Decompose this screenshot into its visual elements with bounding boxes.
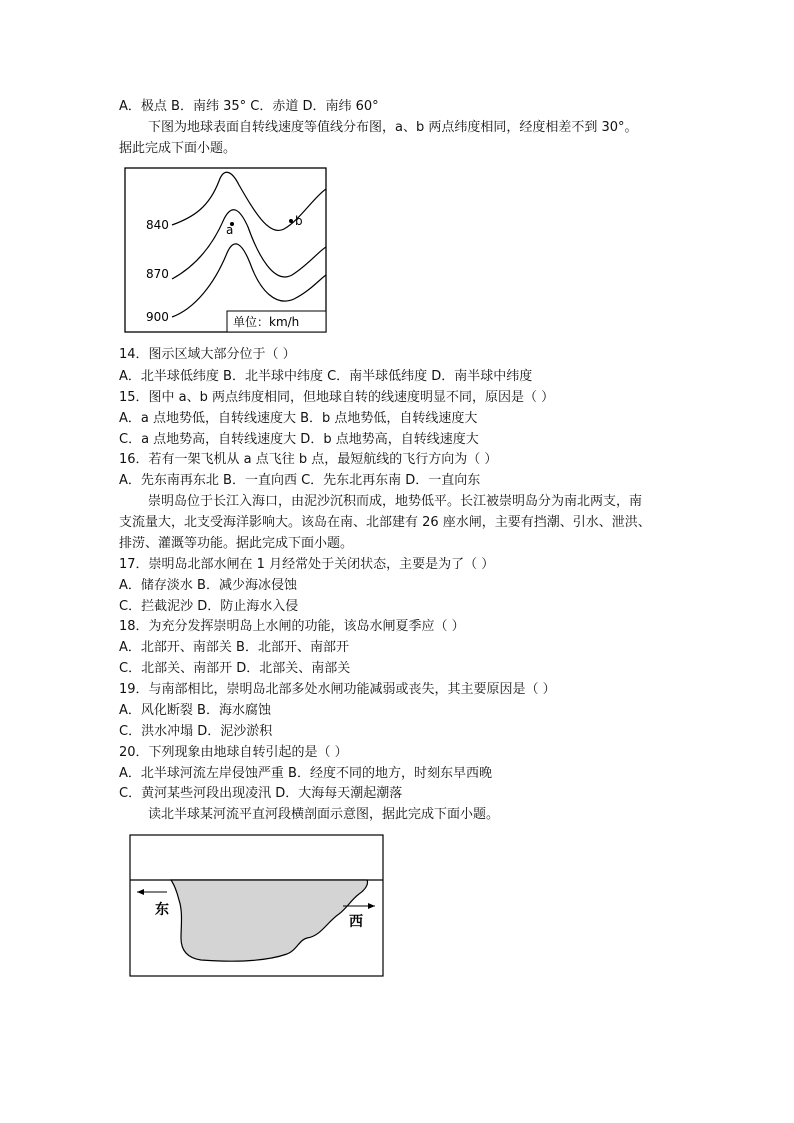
q20-options-cd: C．黄河某些河段出现凌汛 D．大海每天潮起潮落: [119, 786, 403, 801]
q16-options: A．先东南再东北 B．一直向西 C．先东北再东南 D．一直向东: [119, 473, 481, 488]
intro-paragraph-1: 下图为地球表面自转线速度等值线分布图，a、b 两点纬度相同，经度相差不到 30°。: [148, 120, 638, 135]
intro-paragraph-2-cont1: 支流量大，北支受海洋影响大。该岛在南、北部建有 26 座水闸，主要有挡潮、引水、泄洪、: [119, 515, 651, 530]
q17-options-ab: A．储存淡水 B．减少海冰侵蚀: [119, 578, 297, 593]
east-label: 东: [155, 902, 169, 918]
q18-options-cd: C．北部关、南部开 D．北部关、南部关: [119, 661, 351, 676]
unit-label: 单位：km/h: [233, 315, 300, 329]
q19-options-ab: A．风化断裂 B．海水腐蚀: [119, 703, 271, 718]
velocity-isoline-figure: [124, 167, 327, 333]
q14-options: A．北半球低纬度 B．北半球中纬度 C．南半球低纬度 D．南半球中纬度: [119, 369, 533, 384]
q18-options-ab: A．北部开、南部关 B．北部开、南部开: [119, 640, 349, 655]
point-a-label: a: [226, 223, 234, 237]
q13-options: A．极点 B．南纬 35° C．赤道 D．南纬 60°: [119, 99, 379, 114]
point-b-label: b: [295, 214, 303, 228]
intro-paragraph-2-cont2: 排涝、灌溉等功能。据此完成下面小题。: [119, 536, 354, 551]
q17-options-cd: C．拦截泥沙 D．防止海水入侵: [119, 599, 299, 614]
contour-label-900: 900: [146, 310, 169, 324]
q15-options-cd: C．a 点地势高，自转线速度大 D．b 点地势高，自转线速度大: [119, 432, 479, 447]
intro-paragraph-3: 读北半球某河流平直河段横剖面示意图，据此完成下面小题。: [148, 807, 500, 822]
q15-stem: 15．图中 a、b 两点纬度相同，但地球自转的线速度明显不同，原因是（ ）: [119, 390, 555, 405]
point-b-dot: [289, 219, 293, 223]
q15-options-ab: A．a 点地势低，自转线速度大 B．b 点地势低，自转线速度大: [119, 411, 478, 426]
q19-options-cd: C．洪水冲塌 D．泥沙淤积: [119, 724, 273, 739]
q18-stem: 18．为充分发挥崇明岛上水闸的功能，该岛水闸夏季应（ ）: [119, 619, 465, 634]
contour-label-870: 870: [146, 267, 169, 281]
intro-paragraph-2: 崇明岛位于长江入海口，由泥沙沉积而成，地势低平。长江被崇明岛分为南北两支，南: [148, 494, 643, 509]
q20-options-ab: A．北半球河流左岸侵蚀严重 B．经度不同的地方，时刻东早西晚: [119, 766, 492, 781]
west-label: 西: [349, 914, 363, 930]
q19-stem: 19．与南部相比，崇明岛北部多处水闸功能减弱或丧失，其主要原因是（ ）: [119, 682, 556, 697]
q20-stem: 20．下列现象由地球自转引起的是（ ）: [119, 745, 348, 760]
contour-label-840: 840: [146, 218, 169, 232]
intro-paragraph-1-cont: 据此完成下面小题。: [119, 141, 237, 156]
river-cross-section-figure: [129, 834, 384, 977]
q16-stem: 16．若有一架飞机从 a 点飞往 b 点，最短航线的飞行方向为（ ）: [119, 452, 498, 467]
q17-stem: 17．崇明岛北部水闸在 1 月经常处于关闭状态，主要是为了（ ）: [119, 557, 495, 572]
q14-stem: 14．图示区域大部分位于（ ）: [119, 347, 296, 362]
